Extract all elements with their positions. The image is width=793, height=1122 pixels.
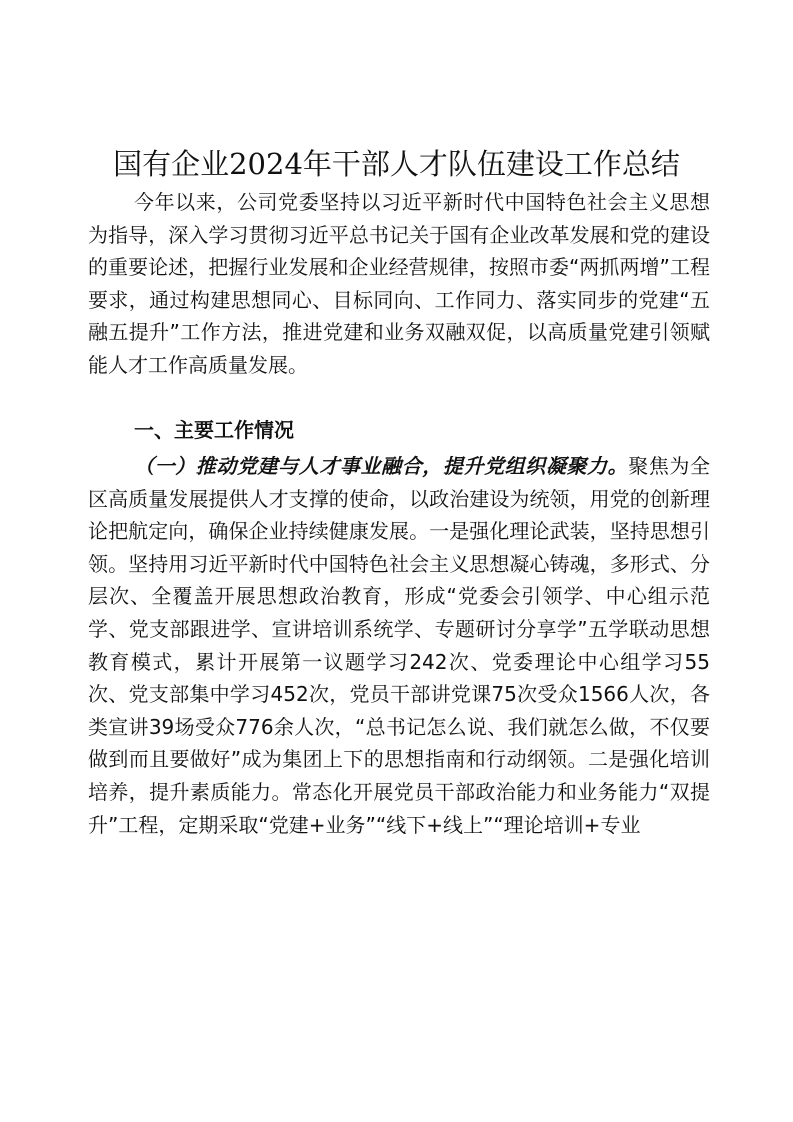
subsection-paragraph — [88, 450, 710, 841]
document-title: 国有企业2024年干部人才队伍建设工作总结 — [113, 147, 680, 181]
subsection-lead: （一）推动党建与人才事业融合，提升党组织凝聚力。 — [134, 454, 629, 478]
intro-paragraph: 今年以来，公司党委坚持以习近平新时代中国特色社会主义思想为指导，深入学习贯彻习近平总书记关于国有企业改革发展和党的建设的重要论述，把握行业发展和企业经营规律，按照市委“两抓两增”工程要求，通过构建思想同心、目标同向、工作同力、落实同步的党建“五融五提升”工作方法，推进党建和业务双融双促，以高质量党建引领赋能人才工作高质量发展。 — [88, 190, 710, 377]
section-heading: 一、主要工作情况 — [134, 418, 294, 442]
subsection-body: 聚焦为全区高质量发展提供人才支撑的使命，以政治建设为统领，用党的创新理论把航定向，确保企业持续健康发展。一是强化理论武装，坚持思想引领。坚持用习近平新时代中国特色社会主义思想凝心铸魂，多形式、分层次、全覆盖开展思想政治教育，形成“党委会引领学、中心组示范学、党支部跟进学、宣讲培训系统学、专题研讨分享学”五学联动思想教育模式，累计开展第一议题学习242次、党委理论中心组学习55次、党支部集中学习452次，党员干部讲党课75次受众1566人次，各类宣讲39场受众776余人次，“总书记怎么说、我们就怎么做，不仅要做到而且要做好”成为集团上下的思想指南和行动纲领。二是强化培训培养，提升素质能力。常态化开展党员干部政治能力和业务能力“双提升”工程，定期采取“党建+业务”“线下+线上”“理论培训+专业 — [88, 454, 711, 837]
